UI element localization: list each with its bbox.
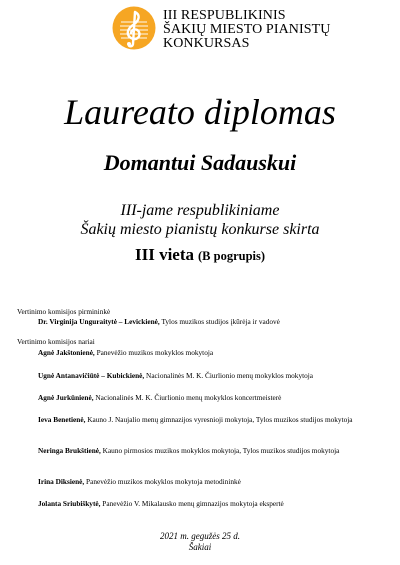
diploma-footer: [0, 531, 400, 553]
member-name: Ugnė Antanavičiūtė – Kubickienė,: [38, 371, 145, 380]
members-section-label: Vertinimo komisijos nariai: [17, 337, 95, 346]
member-entry: [38, 371, 383, 381]
award-place: [0, 245, 400, 266]
member-entry: [38, 446, 383, 456]
member-role: Nacionalinės M. K. Čiurlionio menų mokyklos mokytoja: [144, 371, 314, 380]
member-role: Kauno pirmosios muzikos mokyklos mokytoja, Tylos muzikos studijos mokytoja: [100, 446, 340, 455]
member-name: Ieva Benetienė,: [38, 415, 86, 424]
member-entry: [38, 415, 383, 425]
member-role: Panevėžio muzikos mokyklos mokytoja metodininkė: [84, 477, 241, 486]
member-entry: [38, 477, 383, 487]
member-name: Agnė Jakštonienė,: [38, 348, 95, 357]
issue-city: Šakiai: [188, 542, 212, 552]
member-role: Panevėžio V. Mikalausko menų gimnazijos mokytoja ekspertė: [100, 499, 284, 508]
member-entry: [38, 348, 383, 358]
recipient-name: Domantui Sadauskui: [103, 150, 297, 175]
description-line: Šakių miesto pianistų konkurse skirta: [80, 221, 320, 238]
member-name: Irina Diksienė,: [38, 477, 85, 486]
chair-name: Dr. Virginija Unguraitytė – Levickienė,: [38, 317, 160, 326]
description-line: III-jame respublikiniame: [120, 202, 280, 219]
member-entry: [38, 393, 383, 403]
organizer-line: III RESPUBLIKINIS: [163, 8, 286, 23]
member-role: Nacionalinės M. K. Čiurlionio menų mokyklos koncertmeisterė: [93, 393, 282, 402]
member-name: Neringa Brukštienė,: [38, 446, 101, 455]
place-subgroup: (B pogrupis): [198, 249, 266, 263]
member-name: Agnė Jurkūnienė,: [38, 393, 94, 402]
member-entry: [38, 499, 383, 509]
chair-role: Tylos muzikos studijos įkūrėja ir vadovė: [159, 317, 280, 326]
organizer-line: KONKURSAS: [163, 36, 250, 51]
chair-section-label: Vertinimo komisijos pirmininkė: [17, 307, 111, 316]
treble-clef-icon: [112, 6, 156, 50]
chair-entry: [38, 317, 383, 327]
organizer-line: ŠAKIŲ MIESTO PIANISTŲ: [163, 22, 331, 37]
organizer-heading: [163, 9, 331, 51]
member-role: Kauno J. Naujalio menų gimnazijos vyresnioji mokytoja, Tylos muzikos studijos mokytoja: [85, 415, 353, 424]
award-description: [0, 201, 400, 239]
place-label: III vieta: [134, 245, 194, 264]
member-name: Jolanta Sriubiškytė,: [38, 499, 101, 508]
issue-date: 2021 m. gegužės 25 d.: [160, 531, 240, 541]
diploma-title: Laureato diplomas: [64, 92, 336, 132]
member-role: Panevėžio muzikos mokyklos mokytoja: [94, 348, 214, 357]
